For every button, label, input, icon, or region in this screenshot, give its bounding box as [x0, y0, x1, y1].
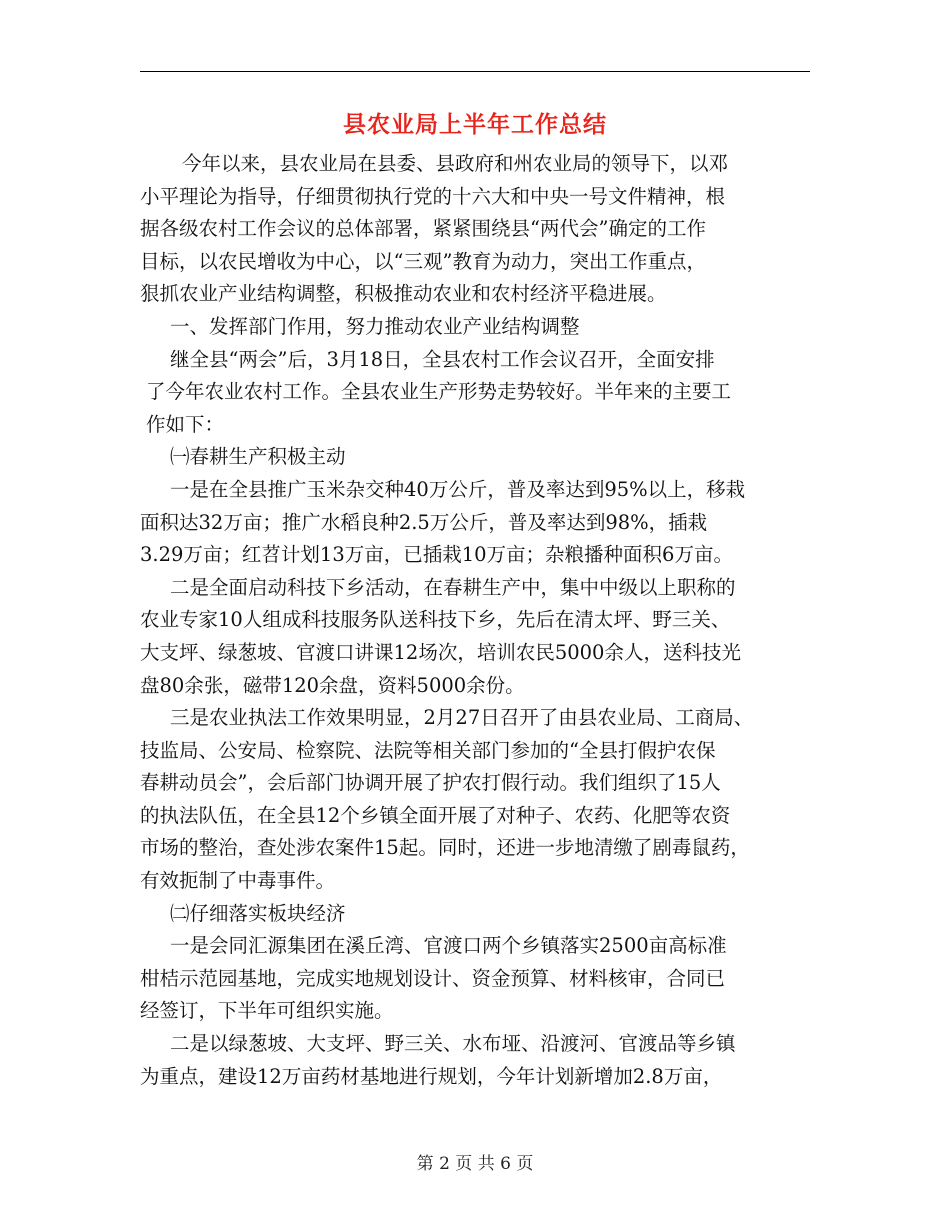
header-rule: [140, 71, 810, 72]
paragraph-line: 了今年农业农村工作。全县农业生产形势走势较好。半年来的主要工: [146, 380, 732, 404]
document-title: 县农业局上半年工作总结: [343, 111, 607, 138]
paragraph-line: 春耕动员会”，会后部门协调开展了护农打假行动。我们组织了15人: [140, 771, 721, 795]
paragraph-line: 据各级农村工作会议的总体部署，紧紧围绕县“两代会”确定的工作: [140, 217, 706, 241]
paragraph-line: 盘80余张，磁带120余盘，资料5000余份。: [140, 673, 525, 697]
subsection-heading: ㈡仔细落实板块经济: [170, 901, 346, 925]
paragraph-line: 农业专家10人组成科技服务队送科技下乡，先后在清太坪、野三关、: [140, 608, 731, 632]
paragraph-line: 的执法队伍，在全县12个乡镇全面开展了对种子、农药、化肥等农资: [140, 803, 731, 827]
paragraph-line: 狠抓农业产业结构调整，积极推动农业和农村经济平稳进展。: [140, 282, 667, 306]
paragraph-line: 目标，以农民增收为中心，以“三观”教育为动力，突出工作重点，: [140, 249, 706, 273]
paragraph-line: 为重点，建设12万亩药材基地进行规划，今年计划新增加2.8万亩，: [140, 1064, 723, 1088]
paragraph-line: 二是全面启动科技下乡活动，在春耕生产中，集中中级以上职称的: [170, 575, 736, 599]
page-number: 第 2 页 共 6 页: [416, 1154, 534, 1174]
paragraph-line: 有效扼制了中毒事件。: [140, 869, 336, 893]
paragraph-line: 小平理论为指导，仔细贯彻执行党的十六大和中央一号文件精神，根: [140, 184, 726, 208]
paragraph-line: 面积达32万亩；推广水稻良种2.5万公斤，普及率达到98%，插栽: [140, 510, 708, 534]
subsection-heading: ㈠春耕生产积极主动: [170, 445, 346, 469]
paragraph-line: 一是在全县推广玉米杂交种40万公斤，普及率达到95%以上，移栽: [170, 477, 746, 501]
paragraph-line: 市场的整治，查处涉农案件15起。同时，还进一步地清缴了剧毒鼠药，: [140, 836, 750, 860]
paragraph-line: 3.29万亩；红苕计划13万亩，已插栽10万亩；杂粮播种面积6万亩。: [140, 543, 733, 567]
paragraph-line: 柑桔示范园基地，完成实地规划设计、资金预算、材料核审，合同已: [140, 966, 726, 990]
document-body: [140, 148, 820, 1093]
paragraph-line: 技监局、公安局、检察院、法院等相关部门参加的“全县打假护农保: [140, 738, 716, 762]
section-heading: 一、发挥部门作用，努力推动农业产业结构调整: [170, 314, 580, 338]
paragraph-line: 作如下：: [146, 412, 225, 436]
paragraph-line: 经签订，下半年可组织实施。: [140, 999, 394, 1023]
paragraph-line: 一是会同汇源集团在溪丘湾、官渡口两个乡镇落实2500亩高标准: [170, 934, 727, 958]
paragraph-line: 继全县“两会”后，3月18日，全县农村工作会议召开，全面安排: [170, 347, 715, 371]
paragraph-line: 大支坪、绿葱坡、官渡口讲课12场次，培训农民5000余人，送科技光: [140, 640, 741, 664]
paragraph-line: 今年以来，县农业局在县委、县政府和州农业局的领导下，以邓: [182, 152, 729, 175]
paragraph-line: 三是农业执法工作效果明显，2月27日召开了由县农业局、工商局、: [170, 706, 754, 730]
paragraph-line: 二是以绿葱坡、大支坪、野三关、水布垭、沿渡河、官渡品等乡镇: [170, 1032, 736, 1056]
